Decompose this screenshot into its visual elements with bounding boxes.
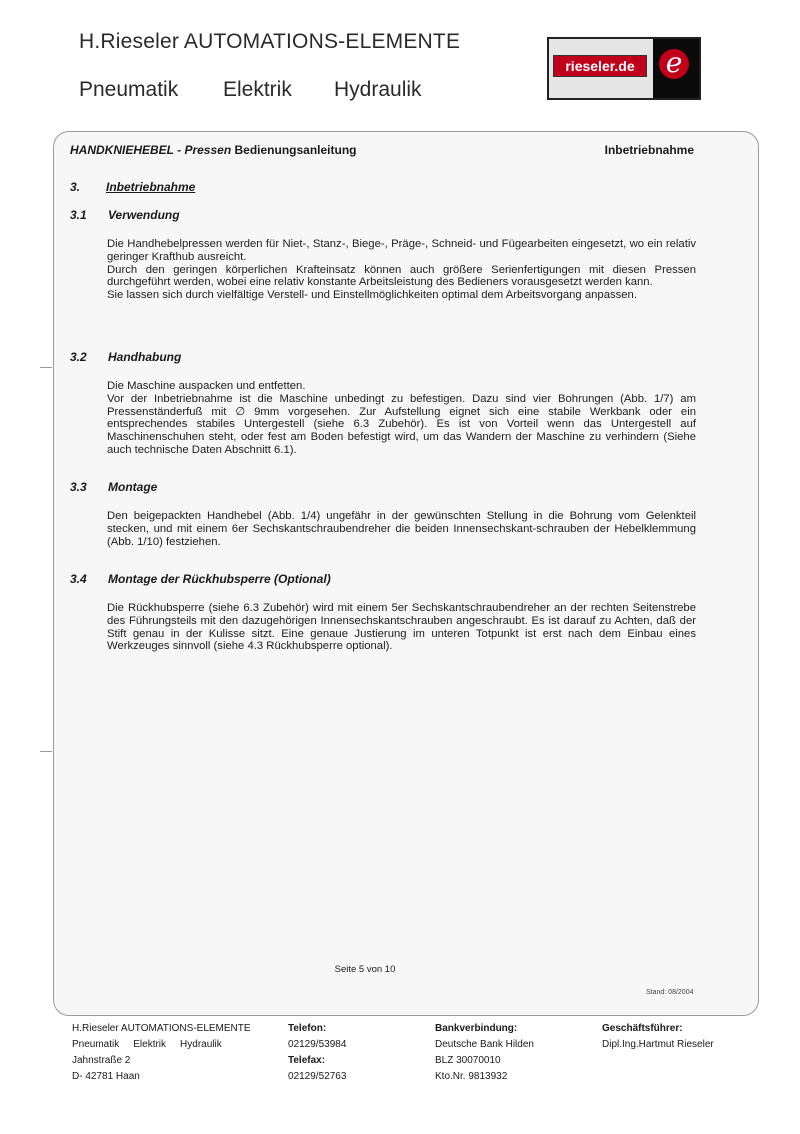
chapter-title: Inbetriebnahme (106, 180, 196, 194)
footer-management (602, 1021, 714, 1053)
punch-mark (40, 367, 52, 368)
logo-e-mark (653, 39, 699, 98)
section-heading-3-1 (70, 208, 180, 222)
document-header (70, 143, 694, 157)
fax-label: Telefax: (288, 1055, 326, 1066)
company-name: H.Rieseler AUTOMATIONS-ELEMENTE (79, 30, 461, 53)
phone-number: 02129/53984 (288, 1039, 347, 1050)
paragraph-line: Sie lassen sich durch vielfältige Verstell- und Einstellmöglichkeiten optimal dem Arbeitsvorgang anpassen. (107, 289, 637, 302)
section-number: 3.4 (70, 572, 87, 586)
section-number: 3.2 (70, 350, 87, 364)
section-number: 3.3 (70, 480, 87, 494)
section-text-3-4: Die Rückhubsperre (siehe 6.3 Zubehör) wird mit einem 5er Sechskantschraubendreher an der rechten Seitenstrebe des Führungsteils mit den dazugehörigen Innensechskantschrauben angeschraubt. Es ist darauf zu Achten, daß der Stift genau in der Kulisse sitzt. Eine genaue Justierung im unteren Totpunkt ist erst nach dem Einbau eines Werkzeuges sinnvoll (siehe 4.3 Rückhubsperre optional). (107, 602, 696, 653)
logo-url-text: rieseler.de (553, 55, 647, 77)
section-text-3-2 (107, 380, 696, 457)
section-title: Montage (108, 480, 158, 494)
section-heading-3-2 (70, 350, 181, 364)
division-elektrik: Elektrik (223, 78, 292, 101)
section-title: Verwendung (108, 208, 180, 222)
doc-title-type: Bedienungsanleitung (234, 143, 357, 157)
section-title: Montage der Rückhubsperre (Optional) (108, 572, 331, 586)
footer-street: Jahnstraße 2 (72, 1055, 131, 1066)
section-heading-3-4 (70, 572, 331, 586)
paragraph-line: Durch den geringen körperlichen Krafteinsatz können auch größere Serienfertigungen mit diesen Pressen durchgeführt werden, wobei eine relativ konstante Arbeitsleistung des Bedieners vorausgesetzt werden kann. (107, 263, 696, 289)
page-number: Seite 5 von 10 (334, 964, 396, 975)
footer-division: Elektrik (133, 1039, 167, 1050)
footer-contact (288, 1021, 346, 1085)
division-pneumatik: Pneumatik (79, 78, 179, 101)
paragraph-line: Die Handhebelpressen werden für Niet-, Stanz-, Biege-, Präge-, Schneid- und Fügearbeiten eingesetzt, wo ein relativ geringer Krafthub ausreicht. (107, 238, 696, 263)
section-text-3-3: Den beigepackten Handhebel (Abb. 1/4) ungefähr in der gewünschten Stellung in die Bohrung vom Gelenkteil stecken, und mit einem 6er Sechskantschraubendreher die beiden Innensechskant-schrauben der Hebelklemmung (Abb. 1/10) festziehen. (107, 510, 696, 548)
management-name: Dipl.Ing.Hartmut Rieseler (602, 1039, 714, 1050)
bank-name: Deutsche Bank Hilden (435, 1039, 534, 1050)
punch-mark (40, 751, 52, 752)
footer-division: Pneumatik (72, 1039, 120, 1050)
division-hydraulik: Hydraulik (334, 78, 422, 101)
bank-label: Bankverbindung: (435, 1023, 518, 1034)
bank-code: BLZ 30070010 (435, 1055, 501, 1066)
footer-address (72, 1021, 251, 1085)
footer-divisions (72, 1037, 251, 1053)
footer-company: H.Rieseler AUTOMATIONS-ELEMENTE (72, 1023, 251, 1034)
section-title: Handhabung (108, 350, 182, 364)
footer-division: Hydraulik (180, 1039, 222, 1050)
doc-title-chapter: Inbetriebnahme (604, 143, 694, 157)
logo-letter: e (659, 49, 689, 79)
management-label: Geschäftsführer: (602, 1023, 683, 1034)
company-logo (547, 37, 701, 100)
footer-city: D- 42781 Haan (72, 1071, 140, 1082)
doc-title-product: HANDKNIEHEBEL - Pressen (70, 143, 232, 157)
account-number: Kto.Nr. 9813932 (435, 1071, 508, 1082)
footer-bank (435, 1021, 534, 1085)
section-number: 3.1 (70, 208, 87, 222)
phone-label: Telefon: (288, 1023, 327, 1034)
revision-date: Stand: 08/2004 (646, 989, 694, 996)
section-heading-3-3 (70, 480, 157, 494)
paragraph-line: Die Maschine auspacken und entfetten. (107, 380, 306, 392)
fax-number: 02129/52763 (288, 1071, 347, 1082)
chapter-heading (70, 180, 195, 194)
section-text-3-1 (107, 238, 696, 302)
paragraph-line: Vor der Inbetriebnahme ist die Maschine unbedingt zu befestigen. Dazu sind vier Bohrungen (Abb. 1/7) am Pressenständerfuß mit ∅ 9mm vorgesehen. Zur Aufstellung eignet sich eine stabile Werkbank oder ein entsprechendes stabiles Untergestell (siehe 6.3 Zubehör). Es ist von Vorteil wenn das Untergestell auf Maschinenschuhen steht, oder fest am Boden befestigt wird, um das Wandern der Maschine zu verhindern (Siehe auch technische Daten Abschnitt 6.1). (107, 392, 696, 456)
chapter-number: 3. (70, 180, 81, 194)
